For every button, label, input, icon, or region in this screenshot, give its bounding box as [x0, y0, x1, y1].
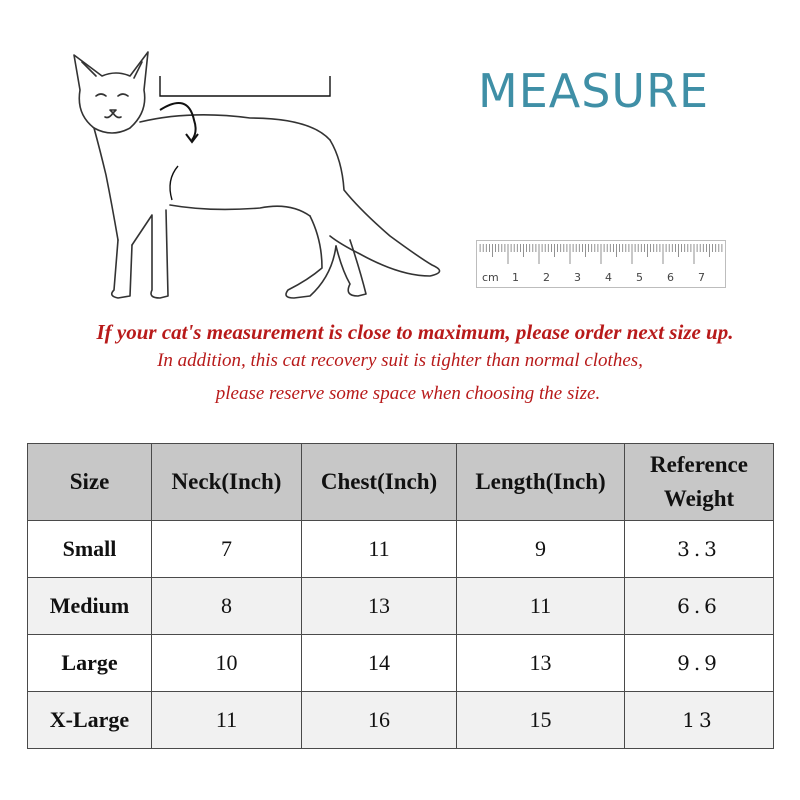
length-cell: 15: [457, 692, 625, 749]
weight-cell: 6.6: [625, 578, 774, 635]
ruler-number: 6: [667, 271, 674, 284]
header-length: Length(Inch): [457, 444, 625, 521]
size-cell: X-Large: [28, 692, 152, 749]
ruler-number: 7: [698, 271, 705, 284]
sizing-warning: If your cat's measurement is close to maximum, please order next size up.: [96, 320, 734, 344]
size-chart-table: [27, 443, 774, 749]
header-neck: Neck(Inch): [152, 444, 302, 521]
chest-cell: 11: [302, 521, 457, 578]
table-header-row: [28, 444, 774, 521]
weight-cell: 3.3: [625, 521, 774, 578]
page-title: MEASURE: [478, 64, 710, 118]
size-cell: Medium: [28, 578, 152, 635]
length-cell: 13: [457, 635, 625, 692]
neck-cell: 7: [152, 521, 302, 578]
ruler-number: 1: [512, 271, 519, 284]
header-chest: Chest(Inch): [302, 444, 457, 521]
ruler-illustration: [476, 240, 726, 288]
ruler-number: 3: [574, 271, 581, 284]
size-cell: Small: [28, 521, 152, 578]
table-row: [28, 692, 774, 749]
ruler-number: 2: [543, 271, 550, 284]
table-row: [28, 635, 774, 692]
table-row: [28, 578, 774, 635]
header-size: Size: [28, 444, 152, 521]
ruler-number: 5: [636, 271, 643, 284]
chest-cell: 14: [302, 635, 457, 692]
table-row: [28, 521, 774, 578]
length-cell: 11: [457, 578, 625, 635]
header-reference-weight: Reference Weight: [625, 444, 774, 521]
ruler-number: 4: [605, 271, 612, 284]
cat-measure-illustration: [60, 40, 460, 310]
chest-cell: 13: [302, 578, 457, 635]
weight-cell: 13: [625, 692, 774, 749]
sizing-note-line-1: In addition, this cat recovery suit is tighter than normal clothes,: [157, 350, 643, 371]
weight-cell: 9.9: [625, 635, 774, 692]
neck-cell: 8: [152, 578, 302, 635]
ruler-unit-label: cm: [482, 271, 499, 284]
sizing-note-line-2: please reserve some space when choosing the size.: [215, 383, 601, 404]
neck-cell: 11: [152, 692, 302, 749]
size-cell: Large: [28, 635, 152, 692]
length-cell: 9: [457, 521, 625, 578]
neck-cell: 10: [152, 635, 302, 692]
chest-cell: 16: [302, 692, 457, 749]
